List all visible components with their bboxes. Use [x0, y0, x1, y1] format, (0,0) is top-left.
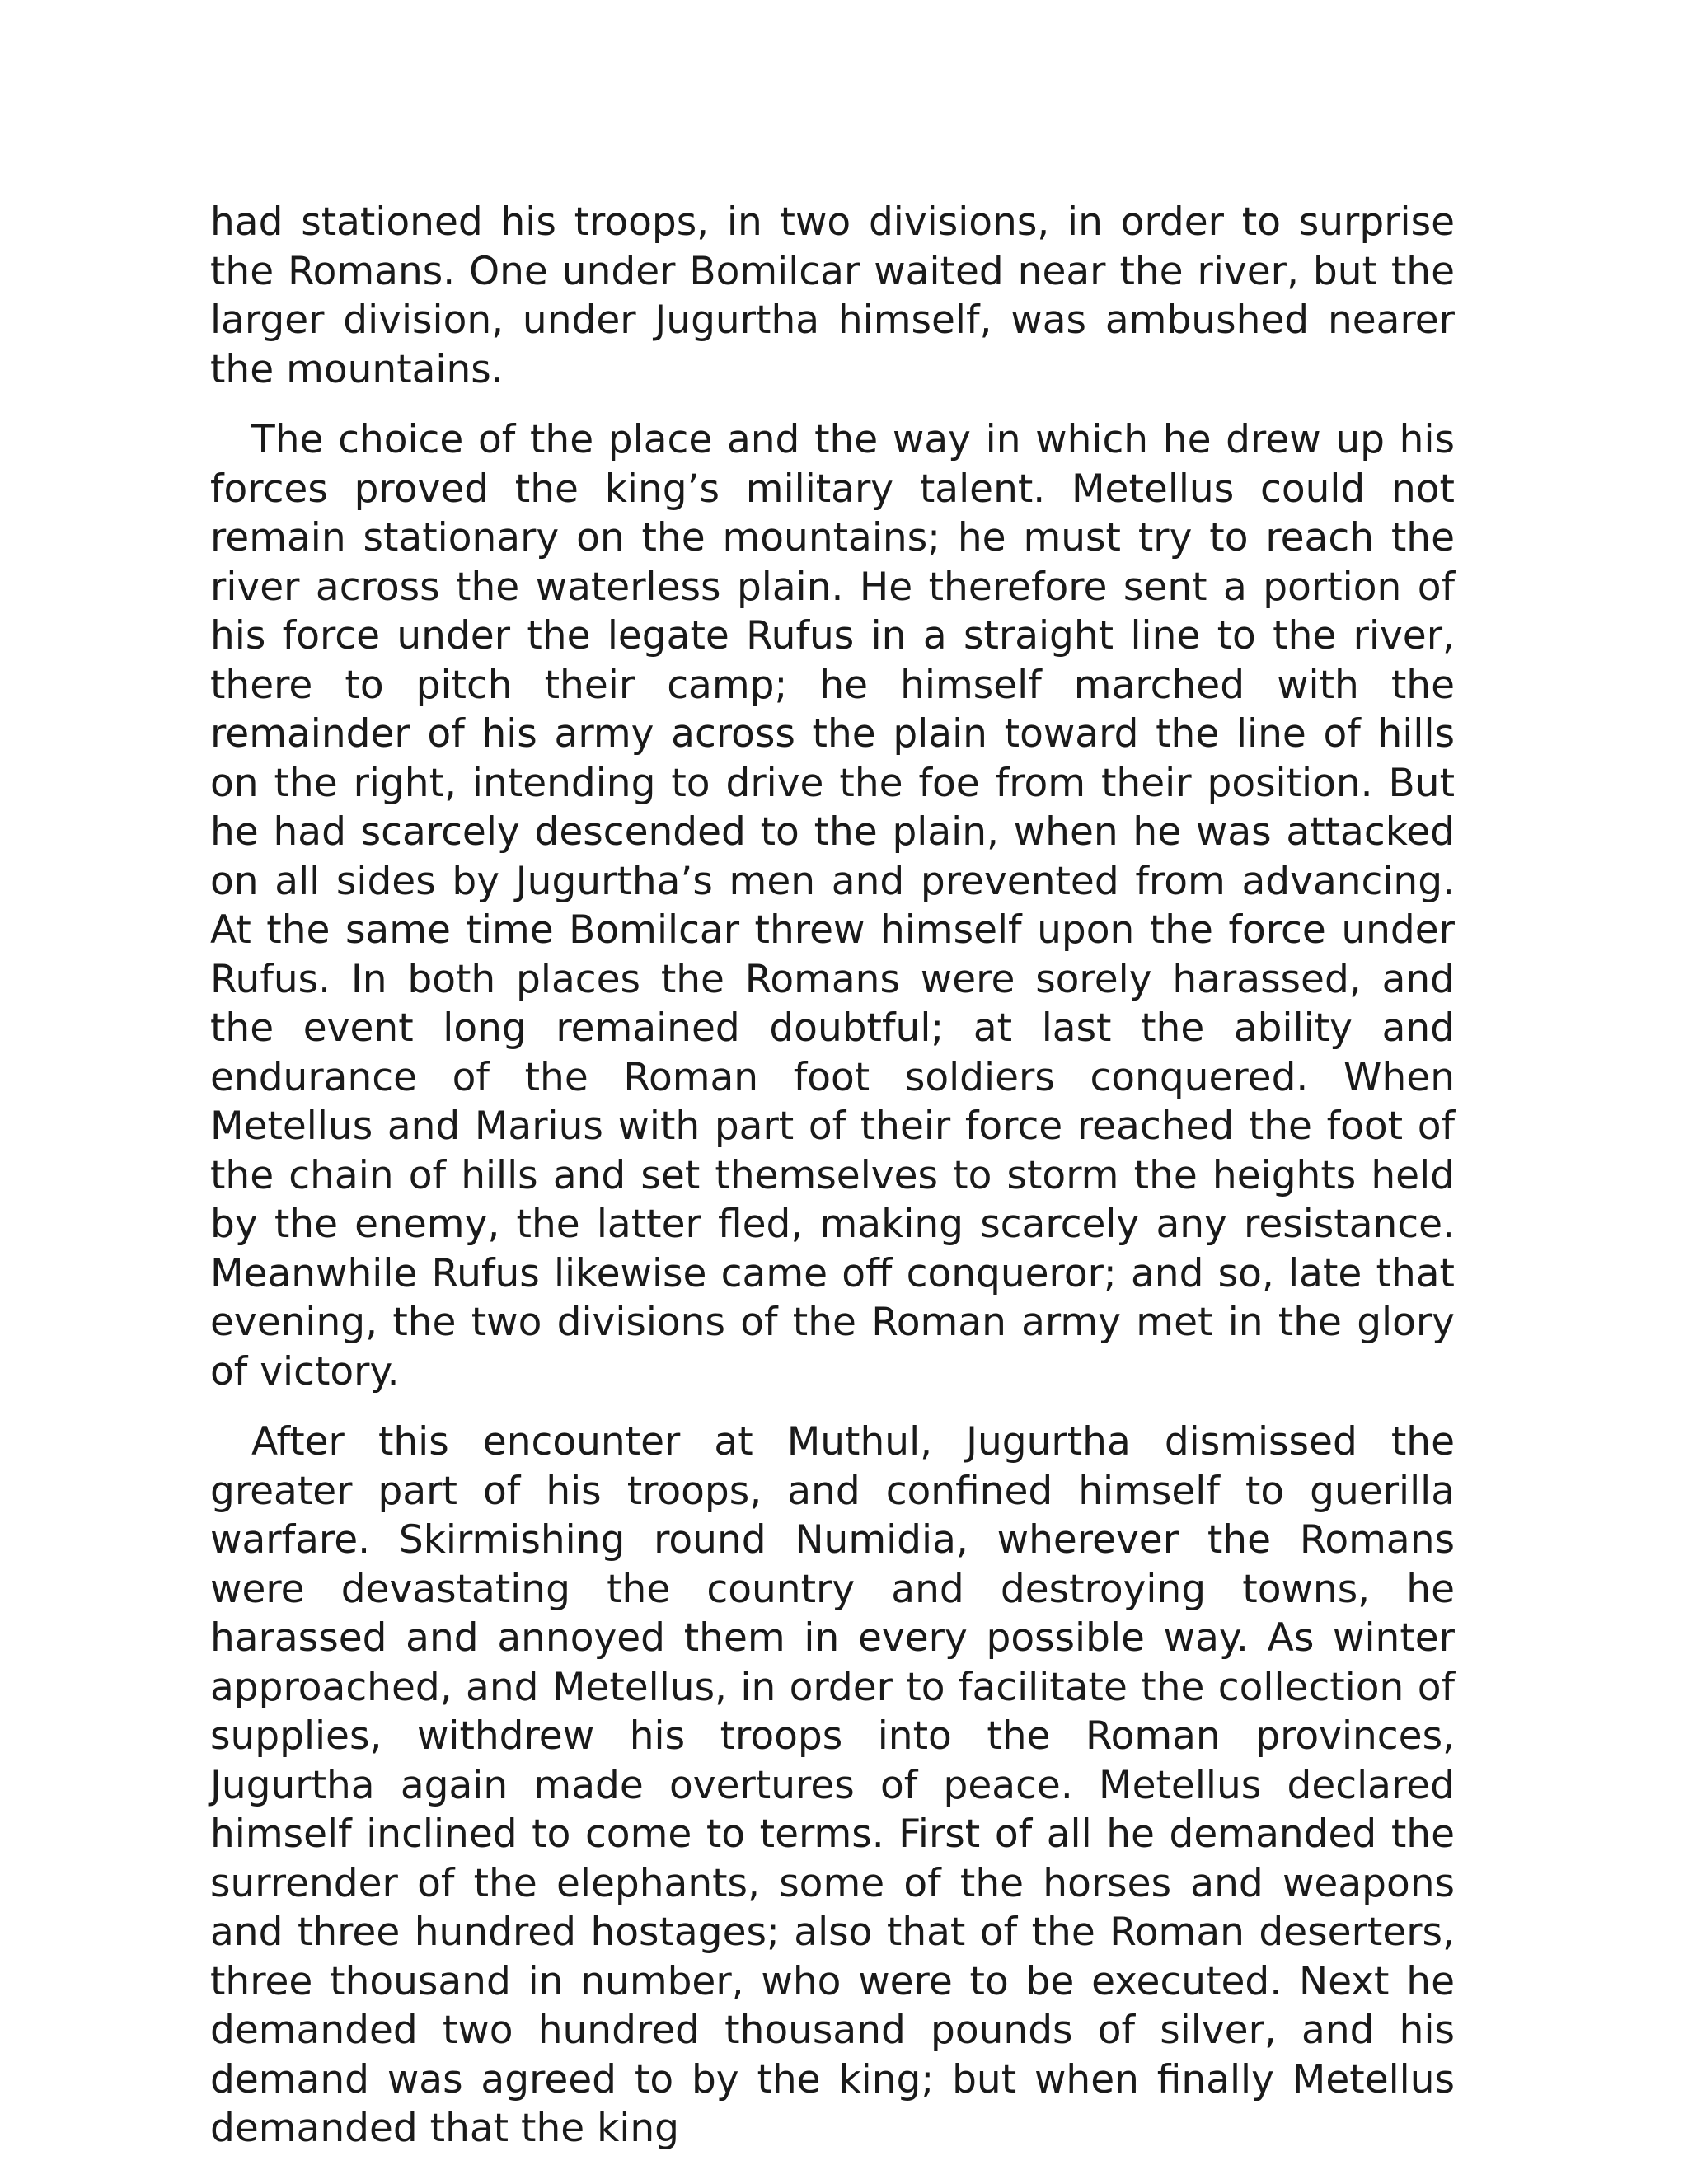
book-page: [210, 198, 1455, 2154]
paragraph-battle: The choice of the place and the way in which he drew up his forces proved the king’s military talent. Metellus could not remain stationary on the mountains; he must try to reach the river across the waterless plain. He therefore sent a portion of his force under the legate Rufus in a straight line to the river, there to pitch their camp; he himself marched with the remainder of his army across the plain toward the line of hills on the right, intending to drive the foe from their position. But he had scarcely descended to the plain, when he was attacked on all sides by Jugurtha’s men and prevented from advancing. At the same time Bomilcar threw himself upon the force under Rufus. In both places the Romans were sorely harassed, and the event long remained doubtful; at last the ability and endurance of the Roman foot soldiers conquered. When Metellus and Marius with part of their force reached the foot of the chain of hills and set themselves to storm the heights held by the enemy, the latter fled, making scarcely any resistance. Meanwhile Rufus likewise came off conqueror; and so, late that evening, the two divisions of the Roman army met in the glory of victory.: [210, 417, 1455, 1394]
paragraph-aftermath: After this encounter at Muthul, Jugurtha dismissed the greater part of his troops, and confined himself to guerilla warfare. Skirmishing round Numidia, wherever the Romans were devastating the country and destroying towns, he harassed and annoyed them in every possible way. As winter approached, and Metellus, in order to facilitate the collection of supplies, withdrew his troops into the Roman provinces, Jugurtha again made overtures of peace. Metellus declared himself inclined to come to terms. First of all he demanded the surrender of the elephants, some of the horses and weapons and three hundred hostages; also that of the Roman deserters, three thousand in number, who were to be executed. Next he demanded two hundred thousand pounds of silver, and his demand was agreed to by the king; but when finally Metellus demanded that the king: [210, 1419, 1455, 2151]
paragraph-continued: had stationed his troops, in two divisions, in order to surprise the Romans. One under Bomilcar waited near the river, but the larger division, under Jugurtha himself, was ambushed nearer the mountains.: [210, 199, 1455, 392]
